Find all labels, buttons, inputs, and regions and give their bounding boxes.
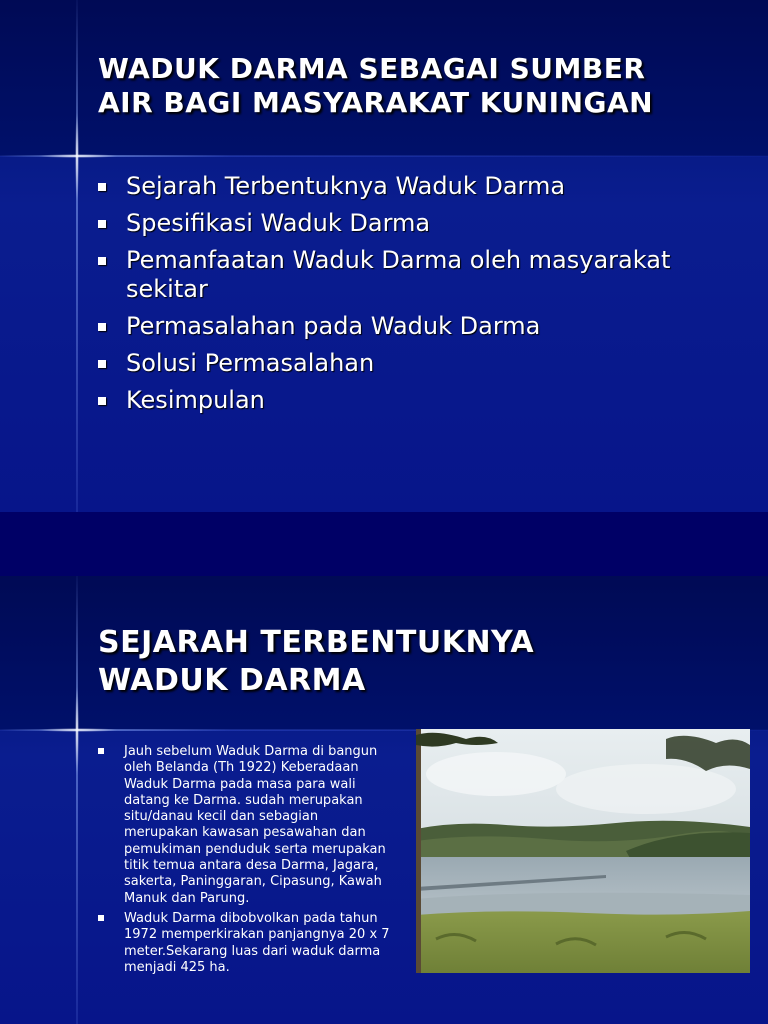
list-item-text: Pemanfaatan Waduk Darma oleh masyarakat sekitar [126,246,671,303]
list-item-text: Jauh sebelum Waduk Darma di bangun oleh Belanda (Th 1922) Keberadaan Waduk Darma pada masa para wali datang ke Darma. sudah merupakan situ/danau kecil dan sebagian merupakan kawasan pesawahan dan pemukiman penduduk serta merupakan titik temua antara desa Darma, Jagara, sakerta, Paninggaran, Cipasung, Kawah Manuk dan Parung. [124,744,386,906]
square-bullet-icon [98,220,106,228]
lake-landscape-photo [416,729,750,973]
list-item [98,911,394,976]
list-item-text: Waduk Darma dibobvolkan pada tahun 1972 memperkirakan panjangnya 20 x 7 meter.Sekarang luas dari waduk darma menjadi 425 ha. [124,910,390,975]
list-item-text: Sejarah Terbentuknya Waduk Darma [126,172,566,200]
slide-2 [0,576,768,1024]
list-item-text: Kesimpulan [126,386,265,414]
list-item [98,246,738,304]
decorative-vertical-line [76,576,78,1024]
sparkle-icon [75,686,79,776]
list-item [98,209,738,238]
list-item-text: Solusi Permasalahan [126,349,375,377]
square-bullet-icon [98,257,106,265]
list-item [98,312,738,341]
bullet-list [98,172,738,423]
slide-title: WADUK DARMA SEBAGAI SUMBER AIR BAGI MASYARAKAT KUNINGAN [98,52,654,119]
square-bullet-icon [98,360,106,368]
slide-title: SEJARAH TERBENTUKNYA WADUK DARMA [98,625,535,698]
square-bullet-icon [98,323,106,331]
lake-photo-illustration [416,729,750,973]
decorative-vertical-line [76,0,78,512]
square-bullet-icon [98,915,104,921]
square-bullet-icon [98,397,106,405]
sparkle-icon [75,112,79,202]
list-item [98,172,738,201]
list-item [98,349,738,378]
list-item [98,744,394,907]
bullet-list [98,744,394,980]
square-bullet-icon [98,183,106,191]
list-item-text: Spesifikasi Waduk Darma [126,209,431,237]
square-bullet-icon [98,748,104,754]
list-item-text: Permasalahan pada Waduk Darma [126,312,541,340]
list-item [98,386,738,415]
